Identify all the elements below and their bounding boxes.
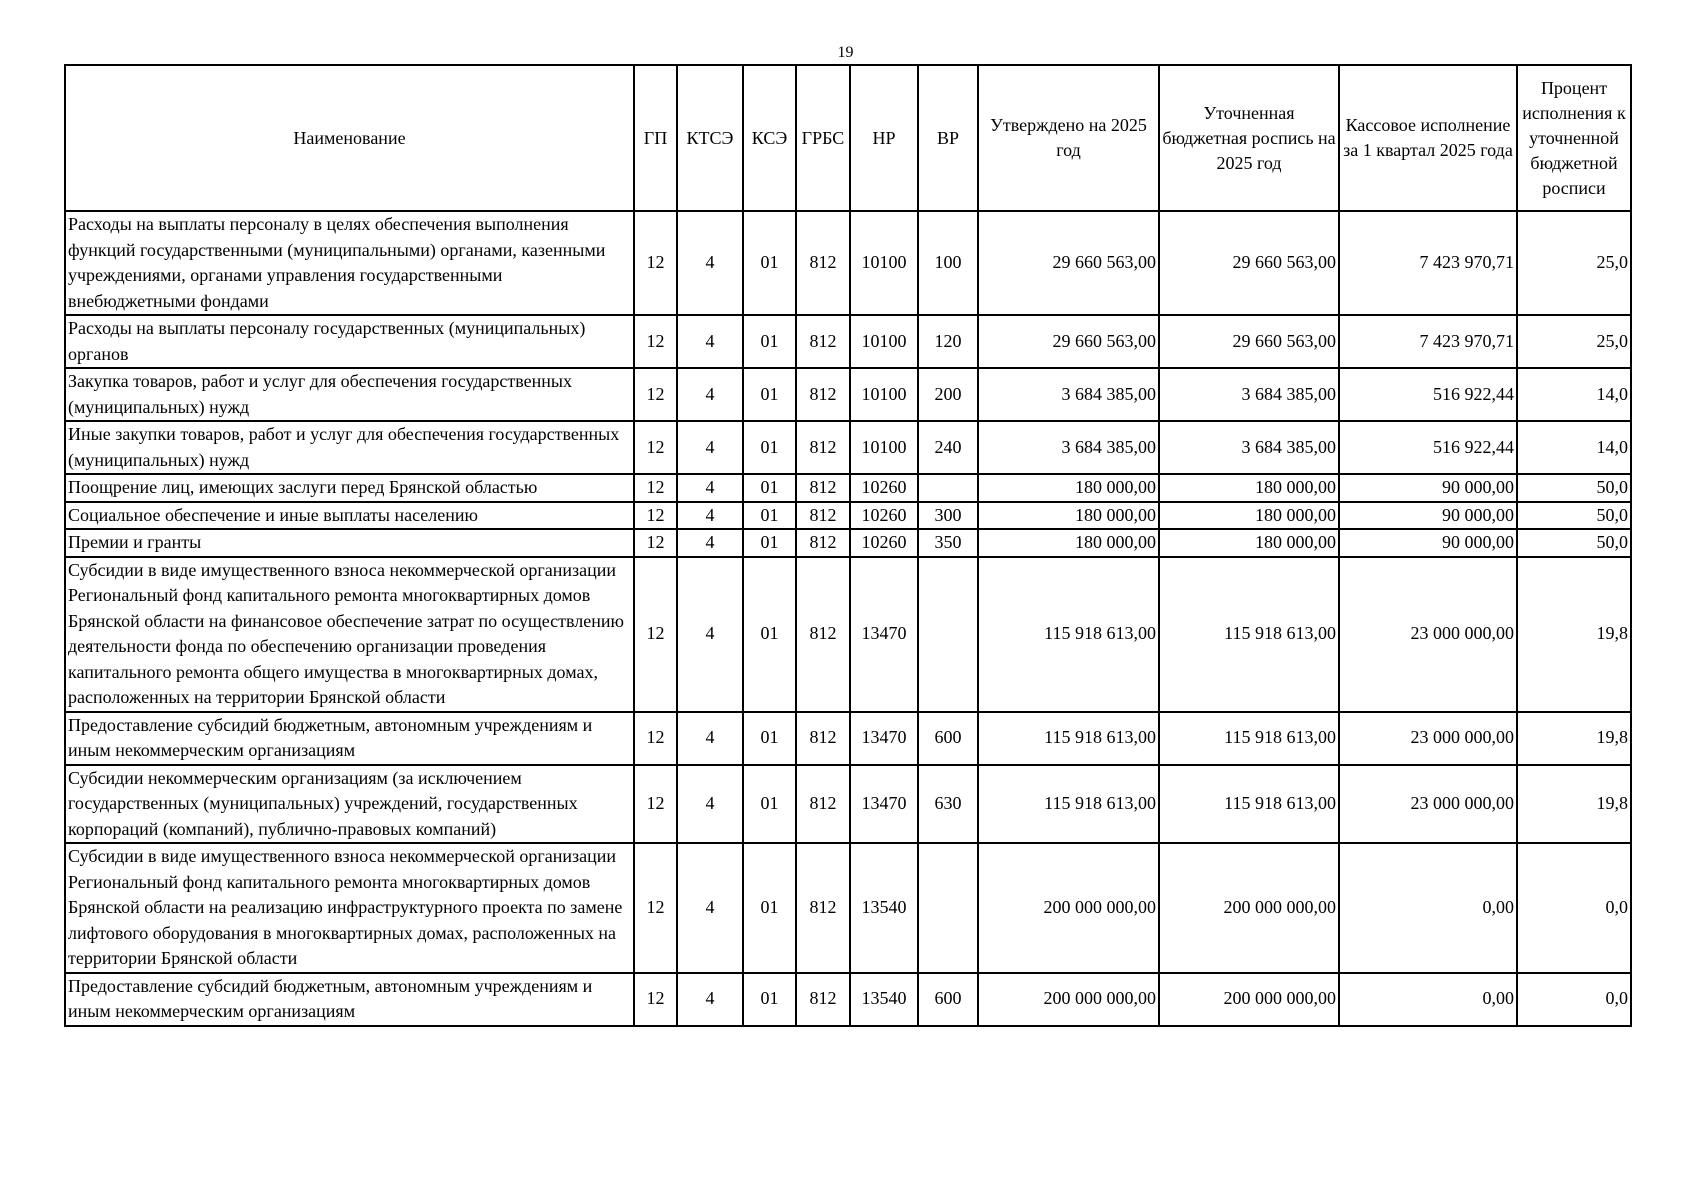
cell-grbs: 812 bbox=[796, 315, 850, 368]
cell-refined: 115 918 613,00 bbox=[1159, 712, 1339, 765]
table-row bbox=[65, 765, 1631, 844]
cell-refined: 115 918 613,00 bbox=[1159, 765, 1339, 844]
cell-nr: 13540 bbox=[850, 843, 918, 973]
cell-cash: 90 000,00 bbox=[1339, 529, 1517, 557]
cell-refined: 200 000 000,00 bbox=[1159, 973, 1339, 1026]
cell-ktse: 4 bbox=[677, 502, 743, 530]
cell-refined: 180 000,00 bbox=[1159, 502, 1339, 530]
cell-refined: 3 684 385,00 bbox=[1159, 368, 1339, 421]
cell-percent: 14,0 bbox=[1517, 368, 1631, 421]
cell-name: Субсидии в виде имущественного взноса некоммерческой организации Региональный фонд капитального ремонта многоквартирных домов Брянской области на финансовое обеспечение затрат по осуществлению деятельности фонда по обеспечению организации проведения капитального ремонта общего имущества в многоквартирных домах, расположенных на территории Брянской области bbox=[65, 557, 634, 712]
table-row bbox=[65, 712, 1631, 765]
table-row bbox=[65, 973, 1631, 1026]
cell-kse: 01 bbox=[743, 474, 796, 502]
cell-nr: 10100 bbox=[850, 211, 918, 315]
cell-percent: 19,8 bbox=[1517, 712, 1631, 765]
cell-ktse: 4 bbox=[677, 712, 743, 765]
cell-name: Закупка товаров, работ и услуг для обеспечения государственных (муниципальных) нужд bbox=[65, 368, 634, 421]
cell-name: Расходы на выплаты персоналу государственных (муниципальных) органов bbox=[65, 315, 634, 368]
cell-ktse: 4 bbox=[677, 843, 743, 973]
table-row bbox=[65, 315, 1631, 368]
cell-vr: 300 bbox=[918, 502, 978, 530]
cell-kse: 01 bbox=[743, 712, 796, 765]
cell-gp: 12 bbox=[634, 843, 677, 973]
cell-approved: 3 684 385,00 bbox=[978, 421, 1159, 474]
cell-vr: 630 bbox=[918, 765, 978, 844]
cell-nr: 10260 bbox=[850, 502, 918, 530]
cell-name: Предоставление субсидий бюджетным, автономным учреждениям и иным некоммерческим организациям bbox=[65, 973, 634, 1026]
cell-percent: 19,8 bbox=[1517, 557, 1631, 712]
cell-cash: 0,00 bbox=[1339, 973, 1517, 1026]
cell-name: Иные закупки товаров, работ и услуг для обеспечения государственных (муниципальных) нужд bbox=[65, 421, 634, 474]
cell-kse: 01 bbox=[743, 843, 796, 973]
cell-percent: 50,0 bbox=[1517, 529, 1631, 557]
cell-refined: 200 000 000,00 bbox=[1159, 843, 1339, 973]
cell-approved: 200 000 000,00 bbox=[978, 973, 1159, 1026]
cell-gp: 12 bbox=[634, 529, 677, 557]
cell-percent: 19,8 bbox=[1517, 765, 1631, 844]
table-row bbox=[65, 557, 1631, 712]
cell-name: Расходы на выплаты персоналу в целях обеспечения выполнения функций государственными (муниципальными) органами, казенными учреждениями, органами управления государственными внебюджетными фондами bbox=[65, 211, 634, 315]
header-name: Наименование bbox=[65, 65, 634, 211]
cell-kse: 01 bbox=[743, 315, 796, 368]
cell-cash: 0,00 bbox=[1339, 843, 1517, 973]
cell-vr: 120 bbox=[918, 315, 978, 368]
cell-cash: 516 922,44 bbox=[1339, 421, 1517, 474]
cell-nr: 10260 bbox=[850, 474, 918, 502]
table-row bbox=[65, 368, 1631, 421]
cell-approved: 180 000,00 bbox=[978, 474, 1159, 502]
cell-gp: 12 bbox=[634, 421, 677, 474]
cell-ktse: 4 bbox=[677, 529, 743, 557]
cell-approved: 29 660 563,00 bbox=[978, 315, 1159, 368]
cell-grbs: 812 bbox=[796, 973, 850, 1026]
cell-name: Премии и гранты bbox=[65, 529, 634, 557]
cell-approved: 200 000 000,00 bbox=[978, 843, 1159, 973]
cell-nr: 13540 bbox=[850, 973, 918, 1026]
cell-vr bbox=[918, 557, 978, 712]
cell-kse: 01 bbox=[743, 973, 796, 1026]
cell-ktse: 4 bbox=[677, 765, 743, 844]
table-row bbox=[65, 529, 1631, 557]
cell-percent: 25,0 bbox=[1517, 211, 1631, 315]
cell-percent: 0,0 bbox=[1517, 843, 1631, 973]
cell-vr: 100 bbox=[918, 211, 978, 315]
cell-ktse: 4 bbox=[677, 474, 743, 502]
cell-grbs: 812 bbox=[796, 765, 850, 844]
cell-kse: 01 bbox=[743, 368, 796, 421]
cell-vr: 240 bbox=[918, 421, 978, 474]
cell-ktse: 4 bbox=[677, 368, 743, 421]
cell-ktse: 4 bbox=[677, 421, 743, 474]
cell-approved: 115 918 613,00 bbox=[978, 712, 1159, 765]
cell-name: Социальное обеспечение и иные выплаты населению bbox=[65, 502, 634, 530]
cell-name: Субсидии некоммерческим организациям (за исключением государственных (муниципальных) учреждений, государственных корпораций (компаний), публично-правовых компаний) bbox=[65, 765, 634, 844]
cell-nr: 10100 bbox=[850, 368, 918, 421]
cell-cash: 23 000 000,00 bbox=[1339, 765, 1517, 844]
cell-ktse: 4 bbox=[677, 211, 743, 315]
cell-vr: 200 bbox=[918, 368, 978, 421]
cell-approved: 3 684 385,00 bbox=[978, 368, 1159, 421]
header-gp: ГП bbox=[634, 65, 677, 211]
cell-grbs: 812 bbox=[796, 368, 850, 421]
header-ktse: КТСЭ bbox=[677, 65, 743, 211]
cell-grbs: 812 bbox=[796, 502, 850, 530]
cell-vr bbox=[918, 843, 978, 973]
cell-approved: 180 000,00 bbox=[978, 502, 1159, 530]
cell-cash: 7 423 970,71 bbox=[1339, 211, 1517, 315]
cell-kse: 01 bbox=[743, 502, 796, 530]
cell-grbs: 812 bbox=[796, 529, 850, 557]
cell-nr: 10100 bbox=[850, 315, 918, 368]
header-grbs: ГРБС bbox=[796, 65, 850, 211]
cell-cash: 516 922,44 bbox=[1339, 368, 1517, 421]
cell-approved: 180 000,00 bbox=[978, 529, 1159, 557]
cell-nr: 10100 bbox=[850, 421, 918, 474]
cell-gp: 12 bbox=[634, 557, 677, 712]
cell-nr: 13470 bbox=[850, 712, 918, 765]
cell-grbs: 812 bbox=[796, 843, 850, 973]
cell-gp: 12 bbox=[634, 765, 677, 844]
cell-percent: 14,0 bbox=[1517, 421, 1631, 474]
cell-grbs: 812 bbox=[796, 557, 850, 712]
cell-percent: 50,0 bbox=[1517, 474, 1631, 502]
cell-nr: 13470 bbox=[850, 765, 918, 844]
cell-refined: 115 918 613,00 bbox=[1159, 557, 1339, 712]
cell-grbs: 812 bbox=[796, 712, 850, 765]
cell-approved: 29 660 563,00 bbox=[978, 211, 1159, 315]
cell-refined: 180 000,00 bbox=[1159, 474, 1339, 502]
cell-ktse: 4 bbox=[677, 557, 743, 712]
cell-percent: 50,0 bbox=[1517, 502, 1631, 530]
cell-vr bbox=[918, 474, 978, 502]
cell-kse: 01 bbox=[743, 557, 796, 712]
cell-refined: 180 000,00 bbox=[1159, 529, 1339, 557]
cell-grbs: 812 bbox=[796, 474, 850, 502]
header-percent: Процент исполнения к уточненной бюджетной росписи bbox=[1517, 65, 1631, 211]
cell-kse: 01 bbox=[743, 211, 796, 315]
cell-cash: 23 000 000,00 bbox=[1339, 712, 1517, 765]
header-vr: ВР bbox=[918, 65, 978, 211]
cell-approved: 115 918 613,00 bbox=[978, 557, 1159, 712]
cell-vr: 350 bbox=[918, 529, 978, 557]
table-row bbox=[65, 502, 1631, 530]
cell-nr: 13470 bbox=[850, 557, 918, 712]
cell-ktse: 4 bbox=[677, 973, 743, 1026]
cell-kse: 01 bbox=[743, 765, 796, 844]
cell-gp: 12 bbox=[634, 712, 677, 765]
header-approved: Утверждено на 2025 год bbox=[978, 65, 1159, 211]
cell-cash: 90 000,00 bbox=[1339, 474, 1517, 502]
cell-vr: 600 bbox=[918, 712, 978, 765]
cell-vr: 600 bbox=[918, 973, 978, 1026]
cell-cash: 7 423 970,71 bbox=[1339, 315, 1517, 368]
cell-refined: 29 660 563,00 bbox=[1159, 315, 1339, 368]
cell-gp: 12 bbox=[634, 315, 677, 368]
cell-gp: 12 bbox=[634, 368, 677, 421]
cell-cash: 23 000 000,00 bbox=[1339, 557, 1517, 712]
budget-execution-table bbox=[64, 64, 1632, 1027]
cell-grbs: 812 bbox=[796, 211, 850, 315]
table-row bbox=[65, 474, 1631, 502]
cell-kse: 01 bbox=[743, 529, 796, 557]
cell-cash: 90 000,00 bbox=[1339, 502, 1517, 530]
cell-gp: 12 bbox=[634, 474, 677, 502]
table-row bbox=[65, 843, 1631, 973]
header-nr: НР bbox=[850, 65, 918, 211]
table-row bbox=[65, 211, 1631, 315]
cell-gp: 12 bbox=[634, 211, 677, 315]
cell-approved: 115 918 613,00 bbox=[978, 765, 1159, 844]
header-kse: КСЭ bbox=[743, 65, 796, 211]
cell-name: Поощрение лиц, имеющих заслуги перед Брянской областью bbox=[65, 474, 634, 502]
cell-nr: 10260 bbox=[850, 529, 918, 557]
table-row bbox=[65, 421, 1631, 474]
cell-ktse: 4 bbox=[677, 315, 743, 368]
table-header-row bbox=[65, 65, 1631, 211]
cell-name: Предоставление субсидий бюджетным, автономным учреждениям и иным некоммерческим организациям bbox=[65, 712, 634, 765]
page-number: 19 bbox=[837, 44, 854, 61]
cell-percent: 0,0 bbox=[1517, 973, 1631, 1026]
cell-gp: 12 bbox=[634, 502, 677, 530]
header-refined: Уточненная бюджетная роспись на 2025 год bbox=[1159, 65, 1339, 211]
header-cash: Кассовое исполнение за 1 квартал 2025 года bbox=[1339, 65, 1517, 211]
cell-refined: 29 660 563,00 bbox=[1159, 211, 1339, 315]
cell-kse: 01 bbox=[743, 421, 796, 474]
cell-gp: 12 bbox=[634, 973, 677, 1026]
cell-grbs: 812 bbox=[796, 421, 850, 474]
cell-percent: 25,0 bbox=[1517, 315, 1631, 368]
cell-refined: 3 684 385,00 bbox=[1159, 421, 1339, 474]
cell-name: Субсидии в виде имущественного взноса некоммерческой организации Региональный фонд капитального ремонта многоквартирных домов Брянской области на реализацию инфраструктурного проекта по замене лифтового оборудования в многоквартирных домах, расположенных на территории Брянской области bbox=[65, 843, 634, 973]
